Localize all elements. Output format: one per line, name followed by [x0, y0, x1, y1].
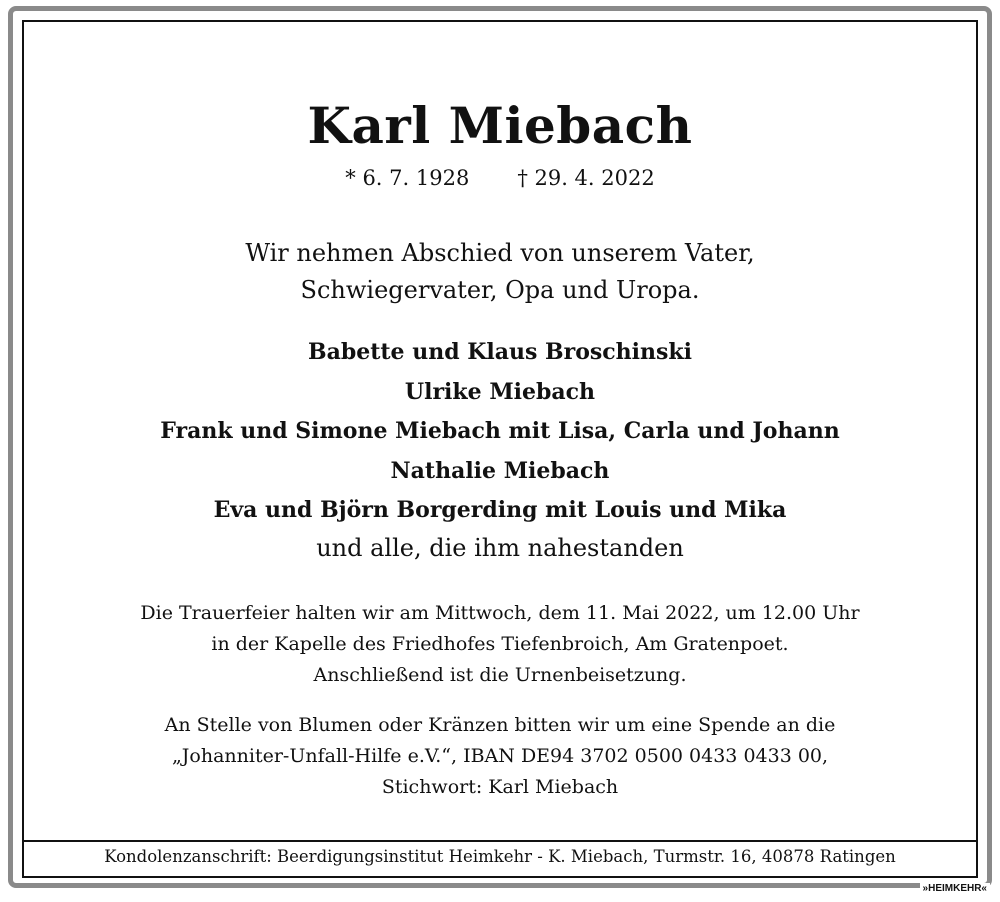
- condolence-address: Kondolenzanschrift: Beerdigungsinstitut Heimkehr - K. Miebach, Turmstr. 16, 40878 Ratingen: [24, 840, 976, 874]
- donation-line: Stichwort: Karl Miebach: [381, 776, 619, 798]
- service-line: Die Trauerfeier halten wir am Mittwoch, dem 11. Mai 2022, um 12.00 Uhr: [140, 602, 860, 624]
- farewell-line: Schwiegervater, Opa und Uropa.: [300, 276, 700, 304]
- family-member: Nathalie Miebach: [390, 457, 610, 484]
- service-line: Anschließend ist die Urnenbeisetzung.: [313, 664, 687, 686]
- service-info: [22, 598, 978, 691]
- death-date: † 29. 4. 2022: [517, 166, 655, 190]
- others-line: und alle, die ihm nahestanden: [316, 534, 684, 562]
- birth-date: * 6. 7. 1928: [345, 166, 470, 190]
- farewell-line: Wir nehmen Abschied von unserem Vater,: [245, 239, 755, 267]
- donation-info: [22, 710, 978, 803]
- farewell-text: [22, 235, 978, 309]
- donation-line: „Johanniter-Unfall-Hilfe e.V.“, IBAN DE94 3702 0500 0433 0433 00,: [171, 745, 829, 767]
- family-member: Ulrike Miebach: [404, 378, 596, 405]
- family-member: Babette und Klaus Broschinski: [308, 339, 692, 365]
- service-line: in der Kapelle des Friedhofes Tiefenbroich, Am Gratenpoet.: [211, 633, 789, 655]
- family-list: [22, 333, 978, 531]
- life-dates: [22, 163, 978, 193]
- publisher-imprint: »HEIMKEHR«: [920, 883, 990, 895]
- family-member: Eva und Björn Borgerding mit Louis und Mika: [213, 497, 787, 523]
- family-member: Frank und Simone Miebach mit Lisa, Carla und Johann: [160, 418, 840, 444]
- deceased-name: Karl Miebach: [307, 96, 693, 155]
- donation-line: An Stelle von Blumen oder Kränzen bitten wir um eine Spende an die: [164, 714, 836, 736]
